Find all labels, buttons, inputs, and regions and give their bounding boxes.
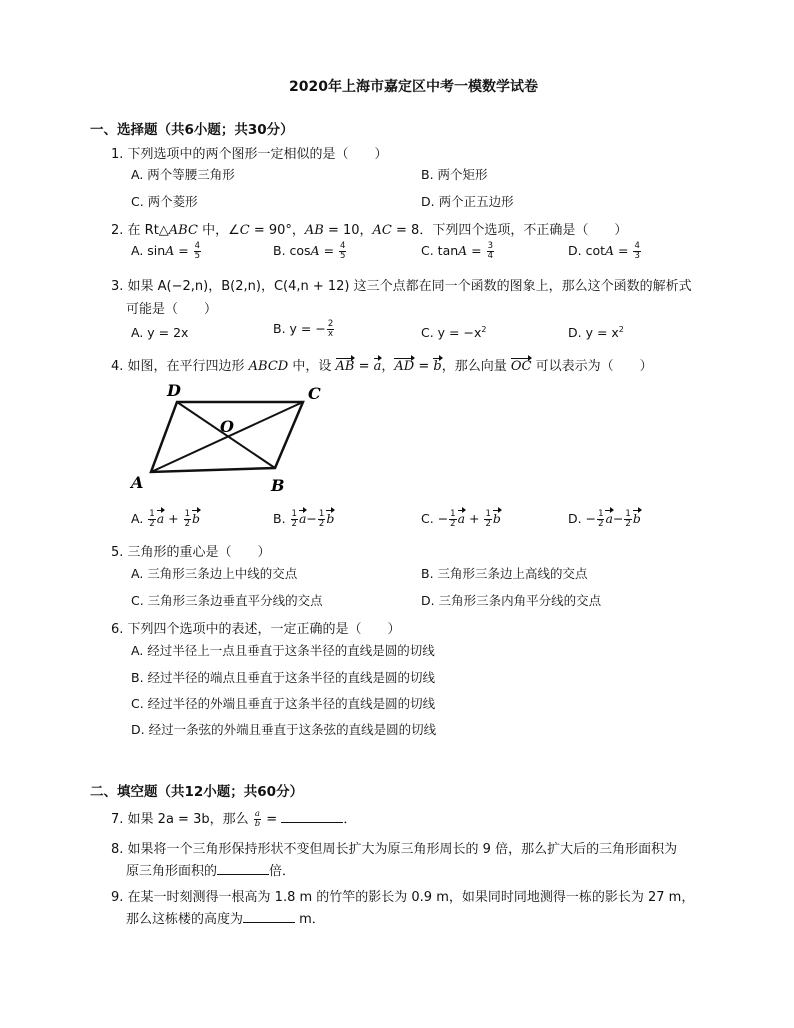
question-1-option-d: D. 两个正五边形 xyxy=(421,194,514,209)
question-3-stem-line1: 3. 如果 A(−2,n)，B(2,n)，C(4,n + 12) 这三个点都在同一个函数的图象上，那么这个函数的解析式 xyxy=(111,279,692,294)
question-1-option-b: B. 两个矩形 xyxy=(421,167,488,182)
question-5-option-b: B. 三角形三条边上高线的交点 xyxy=(421,566,588,581)
question-1-option-c: C. 两个菱形 xyxy=(131,194,198,209)
vertex-label-a: A xyxy=(131,473,144,492)
question-3-option-c: C. $y = -x^2$ xyxy=(421,325,487,341)
question-9-line1: 9. 在某一时刻测得一根高为 1.8 m 的竹竿的影长为 0.9 m，如果同时同地测得一栋的影长为 27 m， xyxy=(111,890,695,905)
vertex-label-b: B xyxy=(271,476,285,495)
fraction: $\frac{4}{5}$ xyxy=(194,241,201,261)
question-3-stem-line2: 可能是（ ） xyxy=(126,302,218,317)
fraction: $\frac{4}{5}$ xyxy=(340,241,346,261)
question-6-option-a: A. 经过半径上一点且垂直于这条半径的直线是圆的切线 xyxy=(131,643,435,658)
question-3-option-a: A. y = 2x xyxy=(131,325,189,340)
fraction: $\frac{a}{b}$ xyxy=(254,809,261,829)
question-2-option-b: B. cosA = $\frac{4}{5}$ xyxy=(273,241,346,261)
fraction: $\frac{1}{2}$ xyxy=(291,509,297,529)
answer-blank[interactable] xyxy=(217,862,269,875)
question-1-option-a: A. 两个等腰三角形 xyxy=(131,167,235,182)
question-4-option-a: A. $\frac{1}{2}$ a + $\frac{1}{2}$ b xyxy=(131,509,201,529)
vertex-label-d: D xyxy=(167,381,181,400)
fraction: $\frac{1}{2}$ xyxy=(149,509,155,529)
center-label-o: O xyxy=(220,417,234,436)
fraction: $\frac{1}{2}$ xyxy=(318,509,325,529)
question-6-option-c: C. 经过半径的外端且垂直于这条半径的直线是圆的切线 xyxy=(131,696,436,711)
fraction: $\frac{1}{2}$ xyxy=(184,509,190,529)
fraction: $\frac{3}{4}$ xyxy=(487,241,494,261)
question-5-option-c: C. 三角形三条边垂直平分线的交点 xyxy=(131,593,323,608)
question-3-option-b: B. y = − $\frac{2}{x}$ xyxy=(273,319,334,339)
page-title: 2020年上海市嘉定区中考一模数学试卷 xyxy=(289,79,538,95)
fraction: $\frac{1}{2}$ xyxy=(625,509,631,529)
question-6-option-d: D. 经过一条弦的外端且垂直于这条弦的直线是圆的切线 xyxy=(131,722,437,737)
section-heading-fill-in: 二、填空题（共12小题；共60分） xyxy=(90,784,304,800)
question-5-option-a: A. 三角形三条边上中线的交点 xyxy=(131,566,298,581)
fraction: $\frac{1}{2}$ xyxy=(598,509,604,529)
fraction: $\frac{4}{3}$ xyxy=(634,241,640,261)
section-heading-choice: 一、选择题（共6小题；共30分） xyxy=(90,122,294,138)
question-4-option-c: C. − $\frac{1}{2}$ a + $\frac{1}{2}$ b xyxy=(421,509,501,529)
fraction: $\frac{1}{2}$ xyxy=(450,509,456,529)
answer-blank[interactable] xyxy=(243,910,295,923)
fraction: $\frac{1}{2}$ xyxy=(485,509,491,529)
question-2-option-a: A. sinA = $\frac{4}{5}$ xyxy=(131,241,201,261)
question-5-option-d: D. 三角形三条内角平分线的交点 xyxy=(421,593,602,608)
parallelogram-figure xyxy=(125,378,335,498)
question-9-line2: 那么这栋楼的高度为 m． xyxy=(126,912,325,927)
question-4-option-d: D. − $\frac{1}{2}$ a− $\frac{1}{2}$ b xyxy=(568,509,641,529)
question-5-stem: 5. 三角形的重心是（ ） xyxy=(111,545,271,560)
question-8-line2: 原三角形面积的 倍． xyxy=(126,864,296,879)
question-7: 7. 如果 2a = 3b，那么 $\frac{a}{b}$ = ． xyxy=(111,809,357,829)
question-2-option-c: C. tanA = $\frac{3}{4}$ xyxy=(421,241,494,261)
question-6-stem: 6. 下列四个选项中的表述，一定正确的是（ ） xyxy=(111,622,401,637)
question-3-option-d: D. $y = x^2$ xyxy=(568,325,624,341)
question-4-option-b: B. $\frac{1}{2}$ a− $\frac{1}{2}$ b xyxy=(273,509,335,529)
question-6-option-b: B. 经过半径的端点且垂直于这条半径的直线是圆的切线 xyxy=(131,670,436,685)
answer-blank[interactable] xyxy=(281,810,343,823)
question-2-option-d: D. cotA = $\frac{4}{3}$ xyxy=(568,241,640,261)
fraction: $\frac{2}{x}$ xyxy=(327,319,334,339)
question-4-stem: 4. 如图，在平行四边形 ABCD 中，设 AB = a，AD = b，那么向量 OC 可以表示为（ ） xyxy=(111,359,653,374)
question-1-stem: 1. 下列选项中的两个图形一定相似的是（ ） xyxy=(111,147,388,162)
vertex-label-c: C xyxy=(308,384,321,403)
question-8-line1: 8. 如果将一个三角形保持形状不变但周长扩大为原三角形周长的 9 倍，那么扩大后的三角形面积为 xyxy=(111,842,678,857)
question-2-stem: 2. 在 Rt△ABC 中，∠C = 90°，AB = 10，AC = 8．下列四个选项，不正确是（ ） xyxy=(111,223,628,238)
